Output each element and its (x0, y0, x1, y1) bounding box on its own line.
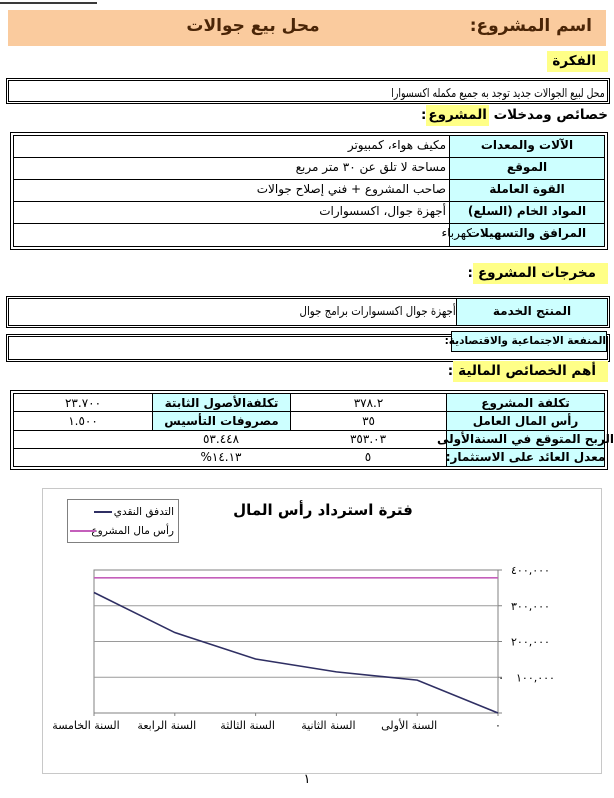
financial-table (10, 390, 614, 470)
svg-text:٤٠٠,٠٠٠: ٤٠٠,٠٠٠ (511, 564, 550, 577)
table-row (14, 412, 604, 430)
svg-text:٠: ٠ (498, 671, 504, 685)
fin-value: ٣٧٨.٢ (290, 394, 446, 411)
svg-text:٢٠٠,٠٠٠: ٢٠٠,٠٠٠ (511, 635, 550, 649)
table-row (14, 136, 604, 158)
idea-heading-text: الفكرة (547, 51, 608, 72)
chart-title: فترة استرداد رأس المال (233, 501, 413, 519)
product-label: المنتج الخدمة (456, 299, 607, 325)
product-box (6, 296, 610, 328)
table-row (14, 158, 604, 180)
row-label: الآلات والمعدات (449, 136, 604, 157)
row-value: مكيف هواء، كمبيوتر (347, 138, 446, 152)
legend-item-capital (72, 521, 174, 540)
row-label: المواد الخام (السلع) (449, 202, 604, 223)
fin-value-2: ٥٣.٤٤٨ (202, 432, 240, 447)
idea-value: محل لبيع الجوالات جديد توجد به جميع مكمله اكسسوارا (391, 86, 605, 100)
fin-value-2: ٢٣.٧٠٠ (64, 395, 102, 410)
cashflow-line-sample (94, 511, 112, 513)
project-name-value: محل بيع جوالات (186, 16, 320, 36)
financial-heading-text: أهم الخصائص المالية (453, 361, 608, 382)
capital-line-sample (70, 530, 96, 532)
product-value-cell (9, 299, 456, 325)
outputs-heading-text: مخرجات المشروع (473, 263, 608, 284)
row-label: المرافق والتسهيلات (449, 224, 604, 246)
fin-value: ٥ (364, 450, 372, 465)
row-value: أجهزة جوال، اكسسوارات (319, 204, 446, 218)
table-row (14, 449, 604, 466)
fin-label: معدل العائد على الاستثمار: (445, 450, 606, 465)
fin-label: رأس المال العامل (446, 412, 604, 429)
financial-heading-colon: : (447, 363, 454, 379)
product-value: أجهزة جوال اكسسوارات برامج جوال (299, 304, 456, 318)
fin-label: تكلفة المشروع (446, 394, 604, 411)
fin-value: ٣٥٣.٠٣ (349, 432, 387, 447)
row-value: صاحب المشروع + فني إصلاح جوالات (256, 182, 446, 196)
svg-text:السنة الرابعة: السنة الرابعة (137, 719, 197, 732)
page-number: ١ (303, 772, 311, 787)
outputs-heading-colon: : (467, 265, 473, 281)
chart-legend (67, 499, 179, 543)
top-edge-line (0, 2, 97, 4)
inputs-heading (421, 107, 608, 123)
idea-box (6, 78, 610, 104)
svg-text:٣٠٠,٠٠٠: ٣٠٠,٠٠٠ (511, 599, 550, 613)
table-row (14, 224, 604, 246)
fin-label-2: مصروفات التأسيس (152, 412, 290, 429)
financial-heading (448, 363, 608, 379)
svg-text:السنة الخامسة: السنة الخامسة (52, 719, 120, 732)
project-name-label: اسم المشروع: (469, 16, 592, 36)
inputs-heading-pre: خصائص ومدخلات (493, 107, 608, 123)
legend-label: التدفق النقدي (113, 505, 174, 518)
row-label: الموقع (449, 158, 604, 179)
table-row (14, 431, 614, 449)
idea-heading (547, 53, 608, 69)
fin-label-2: تكلفةالأصول الثابتة (152, 394, 290, 411)
legend-item-cashflow (72, 502, 174, 521)
fin-value-2: ١.٥٠٠ (68, 413, 98, 428)
fin-value: ٣٥ (290, 412, 446, 429)
fin-label: الربح المتوقع في السنةالأولى (436, 432, 614, 447)
row-label: القوة العاملة (449, 180, 604, 201)
svg-text:السنة الأولى: السنة الأولى (381, 719, 438, 732)
svg-text:السنة الثالثة: السنة الثالثة (220, 719, 275, 732)
svg-text:١٠٠,٠٠٠: ١٠٠,٠٠٠ (516, 671, 555, 685)
outputs-heading (468, 265, 608, 281)
project-name-band (8, 10, 606, 46)
row-value: كهرباء (441, 226, 472, 240)
benefit-label: المنفعة الاجتماعية والاقتصادية: (451, 331, 607, 352)
inputs-heading-colon: : (421, 107, 427, 123)
idea-box-inner (8, 80, 608, 102)
fin-value-2: ١٤.١٣% (200, 450, 242, 465)
row-value: مساحة لا تلق عن ٣٠ متر مربع (295, 160, 446, 174)
svg-text:٠: ٠ (495, 719, 501, 732)
inputs-table (10, 132, 608, 250)
legend-label: رأس مال المشروع (91, 524, 174, 537)
table-row (14, 180, 604, 202)
inputs-heading-highlight: المشروع (426, 105, 489, 126)
benefit-box (6, 334, 610, 362)
svg-text:السنة الثانية: السنة الثانية (301, 719, 356, 732)
table-row (14, 394, 604, 412)
table-row (14, 202, 604, 224)
payback-chart (42, 488, 602, 774)
